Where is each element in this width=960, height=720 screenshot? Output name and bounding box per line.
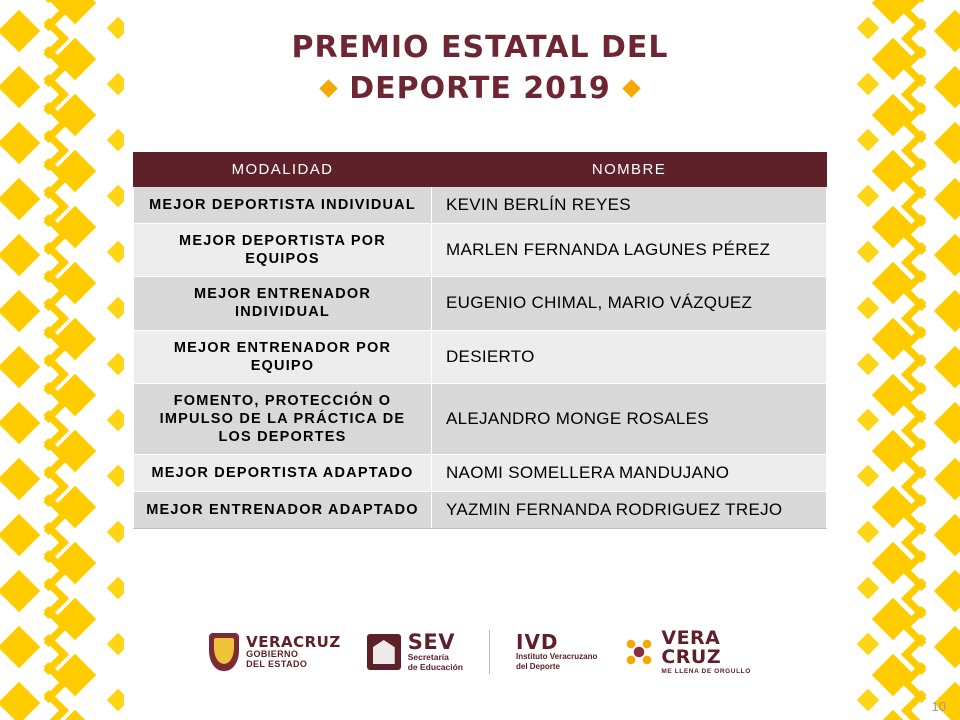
logo-veracruz-orgullo	[623, 626, 751, 676]
table-header-row	[134, 153, 827, 187]
title-line-2-row	[0, 71, 960, 106]
ivd-line-1: Instituto Veracruzano	[516, 652, 598, 662]
cell-nombre: MARLEN FERNANDA LAGUNES PÉREZ	[431, 224, 826, 277]
column-header-modalidad: MODALIDAD	[134, 153, 432, 187]
page-number: 10	[931, 699, 946, 714]
cell-nombre: YAZMIN FERNANDA RODRIGUEZ TREJO	[431, 492, 826, 529]
table-row	[134, 383, 827, 454]
slide-title	[0, 30, 960, 106]
gobierno-label: GOBIERNO	[246, 649, 299, 660]
table-row	[134, 330, 827, 383]
cell-modalidad: MEJOR ENTRENADOR ADAPTADO	[134, 492, 432, 529]
awards-table-container	[133, 152, 827, 529]
veracruz-label: VERACRUZ	[246, 632, 341, 651]
cell-nombre: ALEJANDRO MONGE ROSALES	[431, 383, 826, 454]
del-estado-label: DEL ESTADO	[246, 658, 308, 669]
cell-nombre: DESIERTO	[431, 330, 826, 383]
awards-table	[133, 152, 827, 529]
cell-modalidad: MEJOR DEPORTISTA INDIVIDUAL	[134, 187, 432, 224]
ivd-acronym: IVD	[516, 630, 559, 655]
title-line-1: PREMIO ESTATAL DEL	[291, 30, 669, 65]
table-row	[134, 492, 827, 529]
logo-ivd	[516, 632, 597, 671]
coat-of-arms-icon	[209, 633, 239, 671]
table-row	[134, 277, 827, 330]
cell-nombre: KEVIN BERLÍN REYES	[431, 187, 826, 224]
decorative-border-right	[836, 0, 960, 720]
decorative-border-left	[0, 0, 124, 720]
diamond-icon	[622, 79, 640, 97]
cell-nombre: EUGENIO CHIMAL, MARIO VÁZQUEZ	[431, 277, 826, 330]
vera-tagline: ME LLENA DE ORGULLO	[661, 667, 751, 675]
sev-emblem-icon	[367, 634, 401, 670]
sev-line-2: de Educación	[407, 661, 463, 672]
vera-line-1: VERA	[661, 626, 721, 649]
sev-line-1: Secretaría	[407, 651, 449, 662]
cell-nombre: NAOMI SOMELLERA MANDUJANO	[431, 455, 826, 492]
title-line-2: DEPORTE 2019	[349, 71, 611, 106]
sev-acronym: SEV	[407, 629, 455, 654]
cell-modalidad: MEJOR DEPORTISTA POR EQUIPOS	[134, 224, 432, 277]
cell-modalidad: MEJOR DEPORTISTA ADAPTADO	[134, 455, 432, 492]
diamond-column	[52, 0, 98, 720]
footer-logos	[150, 620, 810, 684]
ivd-line-2: del Deporte	[516, 662, 561, 671]
cell-modalidad: MEJOR ENTRENADOR POR EQUIPO	[134, 330, 432, 383]
diamond-column-small	[96, 0, 124, 720]
cell-modalidad: FOMENTO, PROTECCIÓN O IMPULSO DE LA PRÁCTICA DE LOS DEPORTES	[134, 383, 432, 454]
table-row	[134, 187, 827, 224]
table-row	[134, 224, 827, 277]
logo-veracruz-gobierno	[209, 633, 341, 671]
diamond-column	[870, 0, 916, 720]
logo-sev	[367, 629, 463, 673]
cell-modalidad: MEJOR ENTRENADOR INDIVIDUAL	[134, 277, 432, 330]
vera-line-2: CRUZ	[661, 645, 722, 668]
floral-pattern-icon	[623, 636, 655, 668]
diamond-column	[932, 0, 960, 720]
footer-divider	[489, 630, 490, 674]
diamond-icon	[320, 79, 338, 97]
table-row	[134, 455, 827, 492]
column-header-nombre: NOMBRE	[431, 153, 826, 187]
